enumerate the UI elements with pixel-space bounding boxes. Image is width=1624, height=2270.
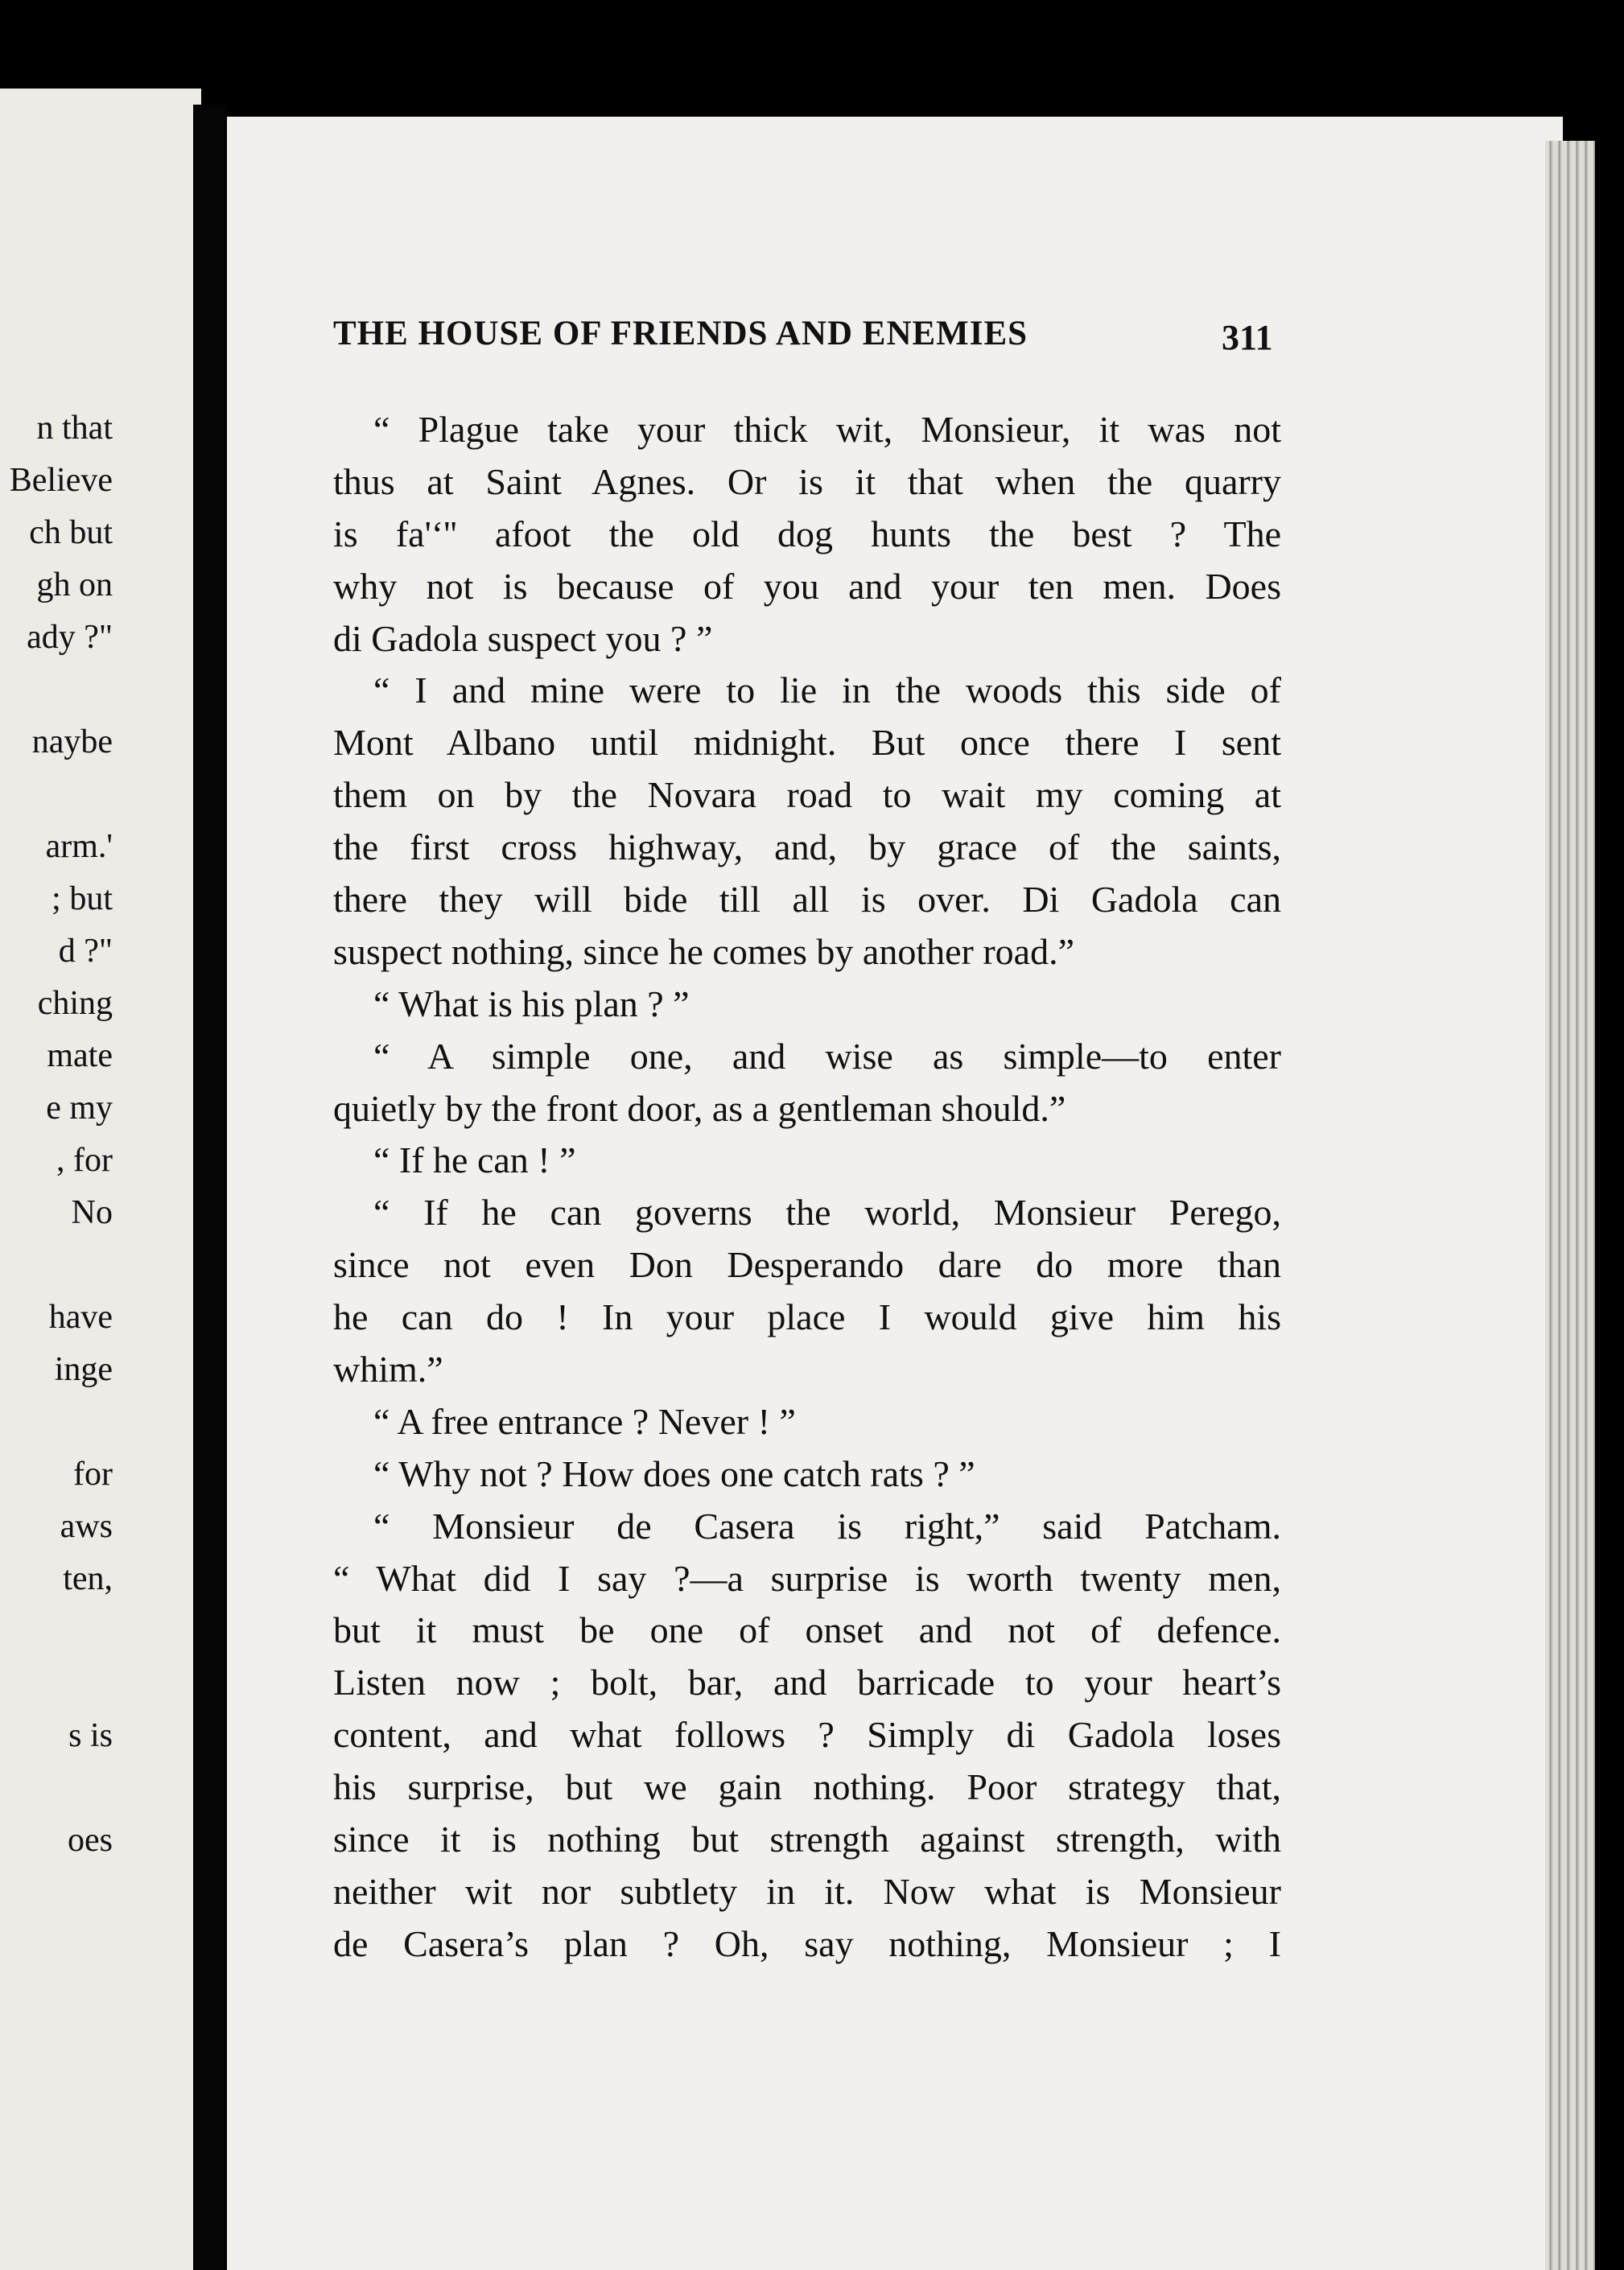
text-line: content, and what follows ? Simply di Gadola loses <box>333 1714 1281 1756</box>
text-line: the first cross highway, and, by grace of the saints, <box>333 826 1281 868</box>
left-page-line: ch but <box>29 514 113 551</box>
text-line: “ I and mine were to lie in the woods this side of <box>373 669 1281 711</box>
left-page-line: Believe <box>9 462 113 499</box>
left-page-line <box>10 1762 113 1815</box>
left-page-line <box>10 1658 113 1710</box>
text-line: suspect nothing, since he comes by another road.” <box>333 930 1075 972</box>
left-page-line: gh on <box>36 566 113 604</box>
text-line: why not is because of you and your ten men. Does <box>333 565 1281 607</box>
left-page-line: ching <box>37 985 113 1022</box>
left-page-line: No <box>71 1194 113 1231</box>
page-number: 311 <box>1222 318 1273 357</box>
left-page-line: ten, <box>63 1560 113 1597</box>
text-line: “ If he can ! ” <box>373 1139 576 1181</box>
left-page-line: e my <box>46 1090 113 1127</box>
left-page-line <box>10 664 113 716</box>
left-page-line <box>10 1396 113 1448</box>
text-line: “ A simple one, and wise as simple—to enter <box>373 1035 1281 1077</box>
left-page-line <box>10 1605 113 1658</box>
left-page-line: ady ?" <box>27 619 113 656</box>
left-page-line: s is <box>68 1717 113 1754</box>
left-page-line: naybe <box>31 723 113 760</box>
left-page-line: oes <box>68 1822 113 1859</box>
text-line: “ What did I say ?—a surprise is worth twenty men, <box>333 1557 1281 1599</box>
left-page-line <box>10 1239 113 1292</box>
book-gutter-shadow <box>193 105 225 2270</box>
left-page-line: mate <box>47 1037 113 1074</box>
text-line: is fa'‘'' afoot the old dog hunts the best ? The <box>333 513 1281 554</box>
text-line: “ Why not ? How does one catch rats ? ” <box>373 1452 975 1494</box>
text-line: whim.” <box>333 1349 443 1390</box>
text-line: de Casera’s plan ? Oh, say nothing, Monsieur ; I <box>333 1922 1281 1964</box>
running-head-title: THE HOUSE OF FRIENDS AND ENEMIES <box>333 315 1028 352</box>
text-line: “ If he can governs the world, Monsieur Perego, <box>373 1192 1281 1234</box>
left-page-line: have <box>48 1299 113 1336</box>
text-line: Mont Albano until midnight. But once there I sent <box>333 722 1281 764</box>
left-page-line: d ?" <box>58 933 113 970</box>
left-page-text-fragments <box>10 402 113 1867</box>
text-line: “ Plague take your thick wit, Monsieur, it was not <box>373 409 1281 450</box>
text-line: neither wit nor subtlety in it. Now what is Monsieur <box>333 1870 1281 1912</box>
text-line: he can do ! In your place I would give him his <box>333 1296 1281 1338</box>
body-text <box>333 404 1281 1971</box>
left-page-line: aws <box>60 1508 113 1545</box>
text-line: “ What is his plan ? ” <box>373 983 690 1024</box>
text-line: them on by the Novara road to wait my coming at <box>333 774 1281 816</box>
text-line: Listen now ; bolt, bar, and barricade to your heart’s <box>333 1662 1281 1704</box>
text-line: since it is nothing but strength against strength, with <box>333 1819 1281 1860</box>
text-line: “ A free entrance ? Never ! ” <box>373 1400 796 1442</box>
left-page-line: , for <box>56 1142 113 1179</box>
left-page-line: arm.' <box>45 828 113 865</box>
text-line: “ Monsieur de Casera is right,” said Patcham. <box>373 1505 1281 1547</box>
text-line: there they will bide till all is over. Di Gadola can <box>333 879 1281 921</box>
text-line: thus at Saint Agnes. Or is it that when the quarry <box>333 460 1281 502</box>
text-line: his surprise, but we gain nothing. Poor strategy that, <box>333 1766 1281 1808</box>
text-line: but it must be one of onset and not of defence. <box>333 1609 1281 1651</box>
running-head <box>333 314 1283 353</box>
page-edges <box>1545 141 1595 2270</box>
left-page-line <box>10 768 113 821</box>
text-line: di Gadola suspect you ? ” <box>333 617 713 659</box>
text-line: quietly by the front door, as a gentleman should.” <box>333 1087 1066 1129</box>
left-page-line: for <box>73 1456 113 1493</box>
left-page-line: inge <box>54 1351 113 1388</box>
left-facing-page <box>0 89 201 2270</box>
text-line: since not even Don Desperando dare do more than <box>333 1244 1281 1286</box>
left-page-line: ; but <box>52 880 113 917</box>
left-page-line: n that <box>36 410 113 447</box>
